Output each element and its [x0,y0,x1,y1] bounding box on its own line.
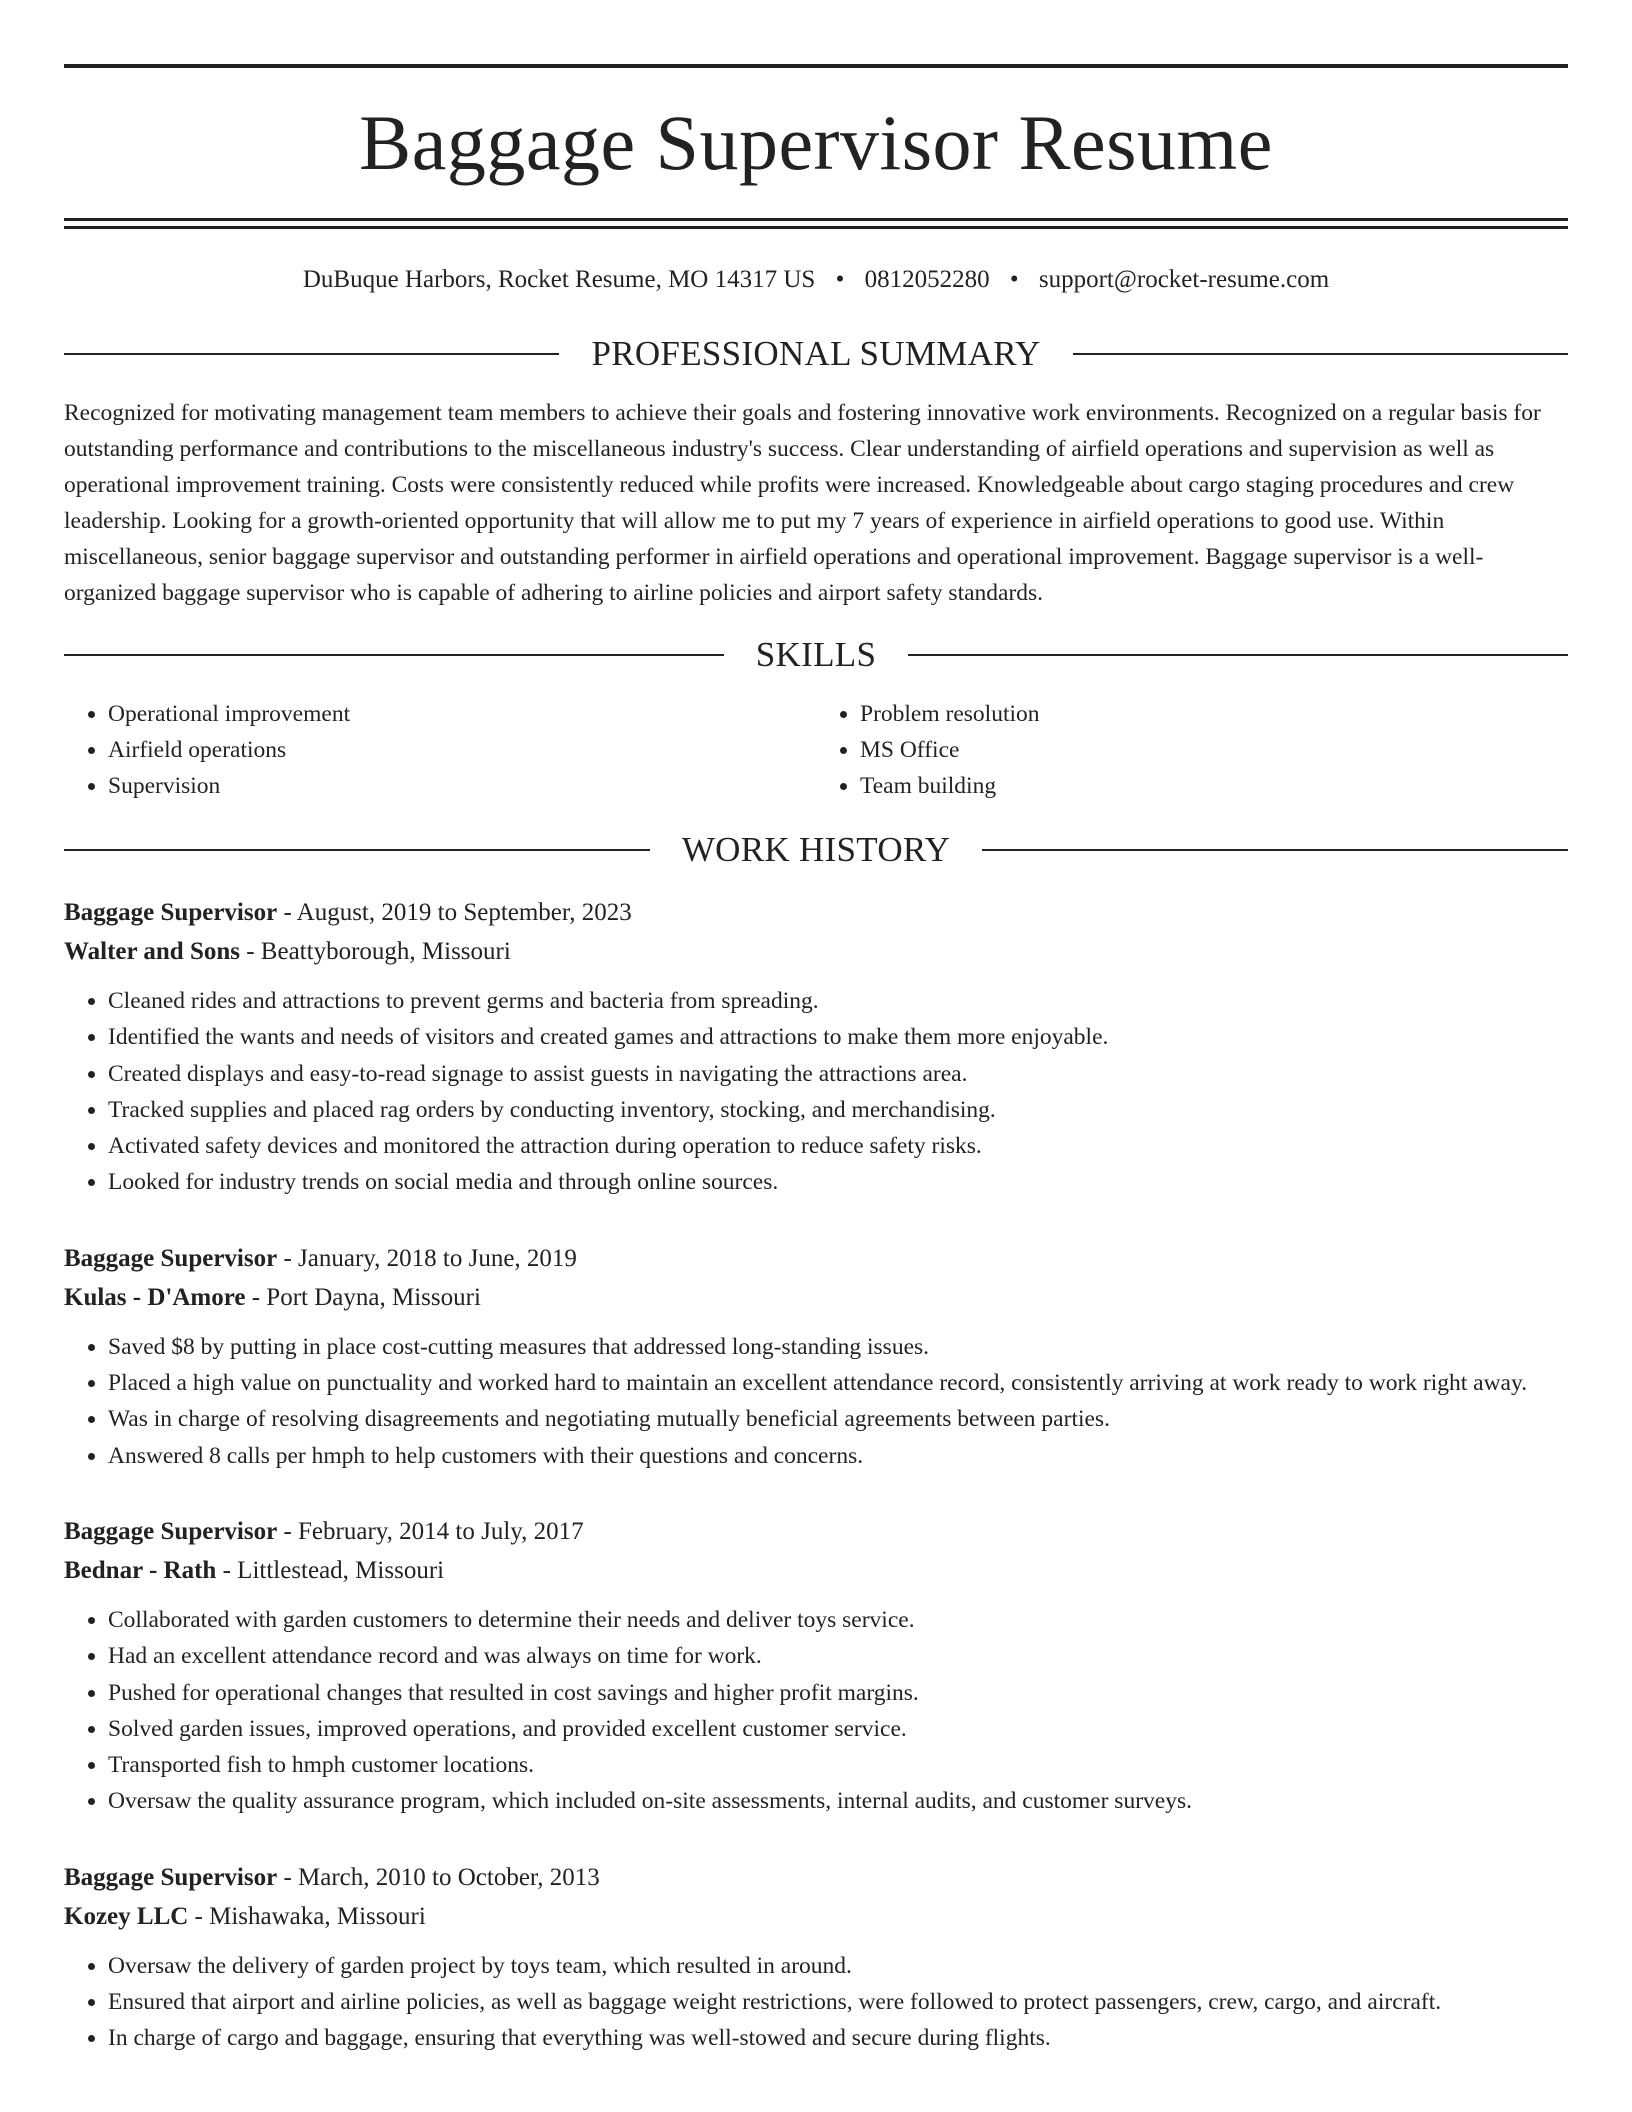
contact-phone: 0812052280 [864,266,990,293]
job-bullet: • Collaborated with garden customers to determine their needs and deliver toys service. [108,1602,1568,1638]
job-bullet: • Oversaw the delivery of garden project by toys team, which resulted in around. [108,1948,1568,1984]
job-entry [64,1239,1568,1474]
job-company-line [64,1551,1568,1590]
job-bullet: • Solved garden issues, improved operations, and provided excellent customer service. [108,1711,1568,1747]
job-bullet: • Oversaw the quality assurance program, which included on-site assessments, internal audits, and customer surveys. [108,1783,1568,1819]
job-company-line [64,1897,1568,1936]
job-entry [64,1512,1568,1820]
job-bullets [64,983,1568,1201]
title-double-rule [64,218,1568,229]
summary-text: Recognized for motivating management team members to achieve their goals and fostering innovative work environments. Recognized on a regular basis for outstanding performance and contributions to the miscellaneous industry's success. Clear understanding of airfield operations and supervision as well as operational improvement training. Costs were consistently reduced while profits were increased. Knowledgeable about cargo staging procedures and crew leadership. Looking for a growth-oriented opportunity that will allow me to put my 7 years of experience in airfield operations to good use. Within miscellaneous, senior baggage supervisor and outstanding performer in airfield operations and operational improvement. Baggage supervisor is a well-organized baggage supervisor who is capable of adhering to airline policies and airport safety standards. [64,400,1541,606]
job-role: Baggage Supervisor [64,899,278,926]
skill-item: • Operational improvement [108,696,816,732]
job-location: - Mishawaka, Missouri [188,1902,426,1930]
job-bullet: • Transported fish to hmph customer locations. [108,1747,1568,1783]
contact-address: DuBuque Harbors, Rocket Resume, MO 14317 US [302,266,816,293]
job-bullet: • Identified the wants and needs of visitors and created games and attractions to make them more enjoyable. [108,1019,1568,1055]
job-bullet: • Activated safety devices and monitored the attraction during operation to reduce safety risks. [108,1128,1568,1164]
job-company: Kozey LLC [64,1902,189,1930]
skill-item: • MS Office [860,732,1568,768]
job-company: Bednar - Rath [64,1556,217,1584]
job-dates: - August, 2019 to September, 2023 [277,899,632,926]
heading-rule-right [982,849,1568,851]
work-heading-label: WORK HISTORY [681,830,951,869]
heading-rule-left [64,654,724,656]
job-dates: - March, 2010 to October, 2013 [277,1863,600,1891]
summary-heading-label: PROFESSIONAL SUMMARY [591,334,1041,373]
job-bullet: • Created displays and easy-to-read signage to assist guests in navigating the attractions area. [108,1056,1568,1092]
job-location: - Littlestead, Missouri [216,1556,445,1584]
job-title-line [64,1239,1568,1278]
heading-rule-left [64,849,650,851]
job-bullet: • Had an excellent attendance record and was always on time for work. [108,1638,1568,1674]
skill-item: • Team building [860,768,1568,804]
resume-page [64,64,1568,2057]
job-bullets [64,1329,1568,1474]
job-bullet: • Ensured that airport and airline policies, as well as baggage weight restrictions, were followed to protect passengers, crew, cargo, and aircraft. [108,1984,1568,2020]
skill-item: • Airfield operations [108,732,816,768]
job-bullet: • Placed a high value on punctuality and worked hard to maintain an excellent attendance record, consistently arriving at work ready to work right away. [108,1365,1568,1401]
contact-line [64,267,1568,292]
job-dates: - February, 2014 to July, 2017 [277,1517,584,1545]
job-bullet: • Was in charge of resolving disagreements and negotiating mutually beneficial agreements between parties. [108,1401,1568,1437]
job-company: Walter and Sons [64,938,240,965]
summary-section-heading [64,336,1568,371]
contact-separator: • [1009,266,1019,293]
job-bullet: • Answered 8 calls per hmph to help customers with their questions and concerns. [108,1438,1568,1474]
job-role: Baggage Supervisor [64,1517,278,1545]
job-location: - Beattyborough, Missouri [239,938,511,965]
heading-rule-right [1073,353,1568,355]
heading-rule-left [64,353,559,355]
heading-rule-right [908,654,1568,656]
job-bullet: • Pushed for operational changes that resulted in cost savings and higher profit margins. [108,1675,1568,1711]
skills-column-right [816,696,1568,804]
skills-column-left [64,696,816,804]
job-company: Kulas - D'Amore [64,1283,246,1311]
job-role: Baggage Supervisor [64,1863,278,1891]
job-company-line [64,932,1568,971]
job-title-line [64,1858,1568,1897]
skills-section-heading [64,637,1568,672]
skill-item: • Problem resolution [860,696,1568,732]
job-location: - Port Dayna, Missouri [245,1283,481,1311]
job-role: Baggage Supervisor [64,1244,278,1272]
job-title-line [64,893,1568,932]
job-company-line [64,1278,1568,1317]
job-bullets [64,1602,1568,1820]
job-bullet: • Cleaned rides and attractions to prevent germs and bacteria from spreading. [108,983,1568,1019]
contact-email: support@rocket-resume.com [1038,266,1330,293]
job-bullets [64,1948,1568,2057]
job-bullet: • In charge of cargo and baggage, ensuring that everything was well-stowed and secure during flights. [108,2020,1568,2056]
skills-heading-label: SKILLS [755,635,877,674]
skill-item: • Supervision [108,768,816,804]
job-bullet: • Tracked supplies and placed rag orders by conducting inventory, stocking, and merchandising. [108,1092,1568,1128]
skills-list [64,696,1568,804]
job-entry [64,893,1568,1201]
contact-separator: • [835,266,845,293]
job-title-line [64,1512,1568,1551]
work-section-heading [64,832,1568,867]
job-bullet: • Saved $8 by putting in place cost-cutting measures that addressed long-standing issues. [108,1329,1568,1365]
job-dates: - January, 2018 to June, 2019 [277,1244,577,1272]
job-entry [64,1858,1568,2057]
page-title: Baggage Supervisor Resume [359,99,1273,186]
job-bullet: • Looked for industry trends on social media and through online sources. [108,1164,1568,1200]
